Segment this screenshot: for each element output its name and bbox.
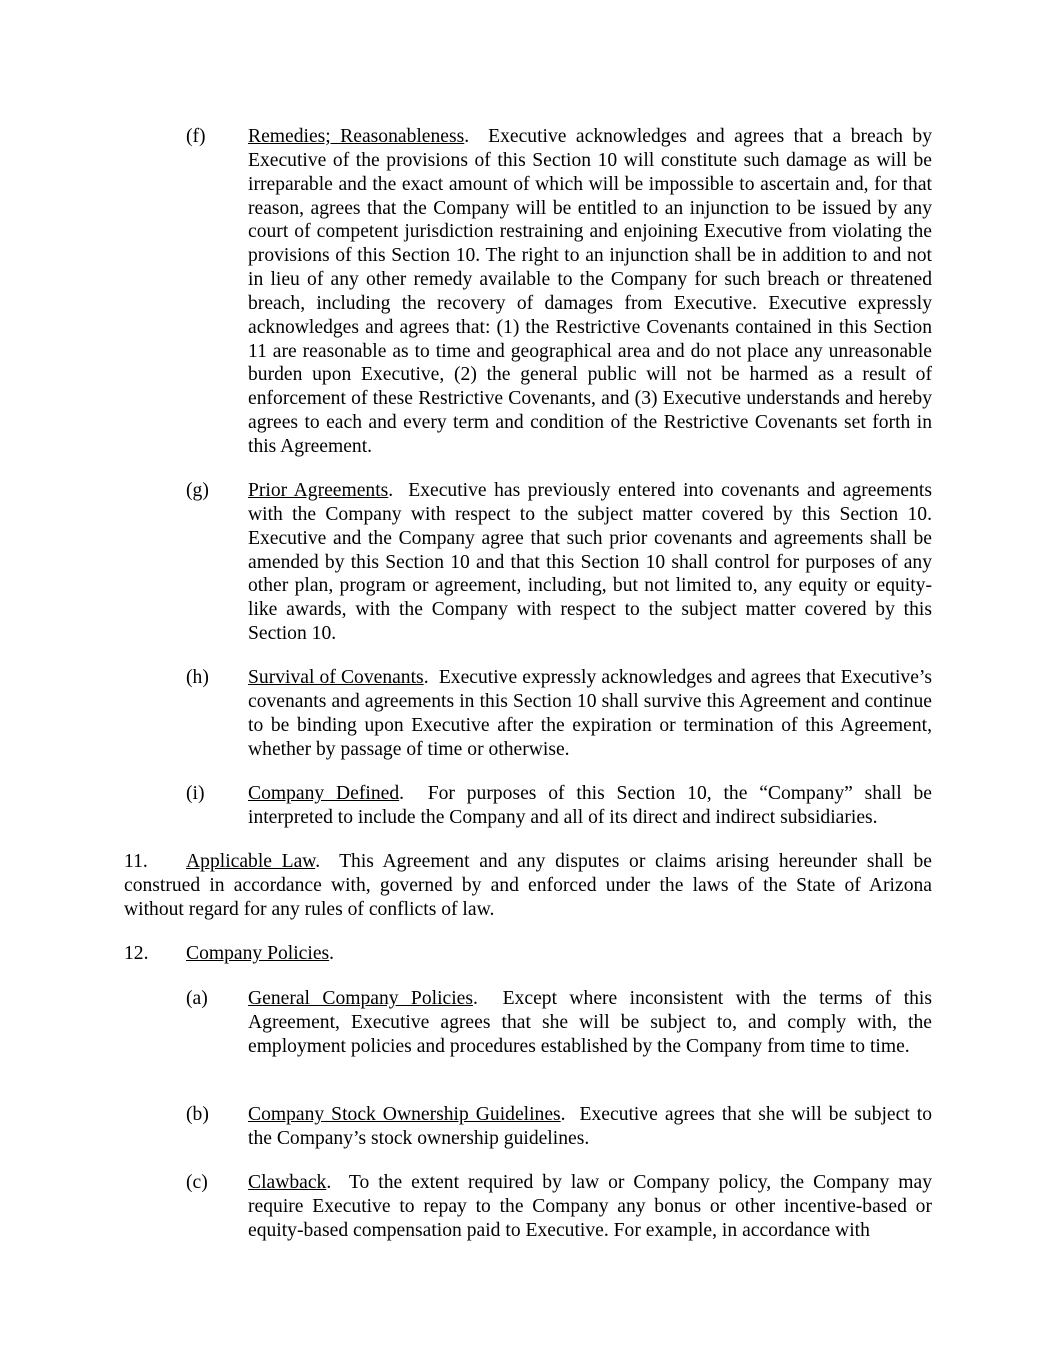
heading-punctuation: . — [464, 126, 489, 147]
subsection-heading: General Company Policies — [248, 988, 473, 1009]
subsection-body — [248, 479, 932, 646]
subsection-text: To the extent required by law or Company policy, the Company may require Executive to repay to the Company any bonus or other incentive-based or equity-based compensation paid to Executive. For example, in accordance with — [248, 1172, 933, 1241]
subsection-body — [248, 125, 932, 459]
section-heading: Company Policies — [186, 943, 330, 964]
subsection-label: (c) — [186, 1172, 208, 1193]
subsection-body — [248, 1171, 932, 1243]
subsection-text: Executive expressly acknowledges and agrees that Executive’s covenants and agreements in this Section 10 shall survive this Agreement and continue to be binding upon Executive after the expiration or termination of this Agreement, whether by passage of time or otherwise. — [248, 667, 932, 760]
subsection-body — [248, 987, 932, 1059]
subsection-heading: Company Stock Ownership Guidelines — [248, 1104, 561, 1125]
subsection-heading: Clawback — [248, 1172, 327, 1193]
subsection-label: (b) — [186, 1104, 209, 1125]
heading-punctuation: . — [560, 1104, 580, 1125]
subsection-label: (h) — [186, 667, 209, 688]
subsection-text: Except where inconsistent with the terms of this Agreement, Executive agrees that she will be subject to, and comply with, the employment policies and procedures established by the Company from time to time. — [248, 988, 932, 1057]
section-text: This Agreement and any disputes or claims arising hereunder shall be construed in accordance with, governed by and enforced under the laws of the State of Arizona without regard for any rules of conflicts of law. — [124, 851, 933, 920]
subsection-body — [248, 666, 932, 761]
subsection-text: Executive agrees that she will be subject to the Company’s stock ownership guidelines. — [248, 1104, 932, 1149]
subsection-body — [248, 782, 932, 830]
heading-punctuation: . — [315, 851, 340, 872]
subsection-label: (i) — [186, 783, 205, 804]
heading-punctuation: . — [423, 667, 439, 688]
subsection-heading: Survival of Covenants — [248, 667, 424, 688]
section-11 — [124, 850, 932, 922]
subsection-heading: Prior Agreements — [248, 480, 389, 501]
subsection-label: (g) — [186, 480, 209, 501]
heading-punctuation: . — [388, 480, 409, 501]
subsection-label: (f) — [186, 126, 206, 147]
subsection-text: Executive has previously entered into covenants and agreements with the Company with respect to the subject matter covered by this Section 10. Executive and the Company agree that such prior covenants and agreements shall be amended by this Section 10 and that this Section 10 shall control for purposes of any other plan, program or agreement, including, but not limited to, any equity or equity-like awards, with the Company with respect to the subject matter covered by this Section 10. — [248, 480, 932, 645]
section-number: 11. — [124, 851, 148, 872]
heading-punctuation: . — [399, 783, 428, 804]
heading-punctuation: . — [472, 988, 503, 1009]
subsection-heading: Remedies; Reasonableness — [248, 126, 465, 147]
heading-punctuation: . — [326, 1172, 349, 1193]
section-12 — [124, 942, 932, 966]
subsection-text: For purposes of this Section 10, the “Company” shall be interpreted to include the Company and all of its direct and indirect subsidiaries. — [248, 783, 932, 828]
subsection-text: Executive acknowledges and agrees that a breach by Executive of the provisions of this Section 10 will constitute such damage as will be irreparable and the exact amount of which will be impossible to ascertain and, for that reason, agrees that the Company will be entitled to an injunction to be issued by any court of competent jurisdiction restraining and enjoining Executive from violating the provisions of this Section 10. The right to an injunction shall be in addition to and not in lieu of any other remedy available to the Company for such breach or threatened breach, including the recovery of damages from Executive. Executive expressly acknowledges and agrees that: (1) the Restrictive Covenants contained in this Section 11 are reasonable as to time and geographical area and do not place any unreasonable burden upon Executive, (2) the general public will not be harmed as a result of enforcement of these Restrictive Covenants, and (3) Executive understands and hereby agrees to each and every term and condition of the Restrictive Covenants set forth in this Agreement. — [248, 126, 932, 457]
subsection-body — [248, 1103, 932, 1151]
subsection-label: (a) — [186, 988, 208, 1009]
subsection-heading: Company Defined — [248, 783, 400, 804]
section-number: 12. — [124, 943, 149, 964]
section-heading: Applicable Law — [186, 851, 316, 872]
heading-punctuation: . — [329, 943, 335, 964]
